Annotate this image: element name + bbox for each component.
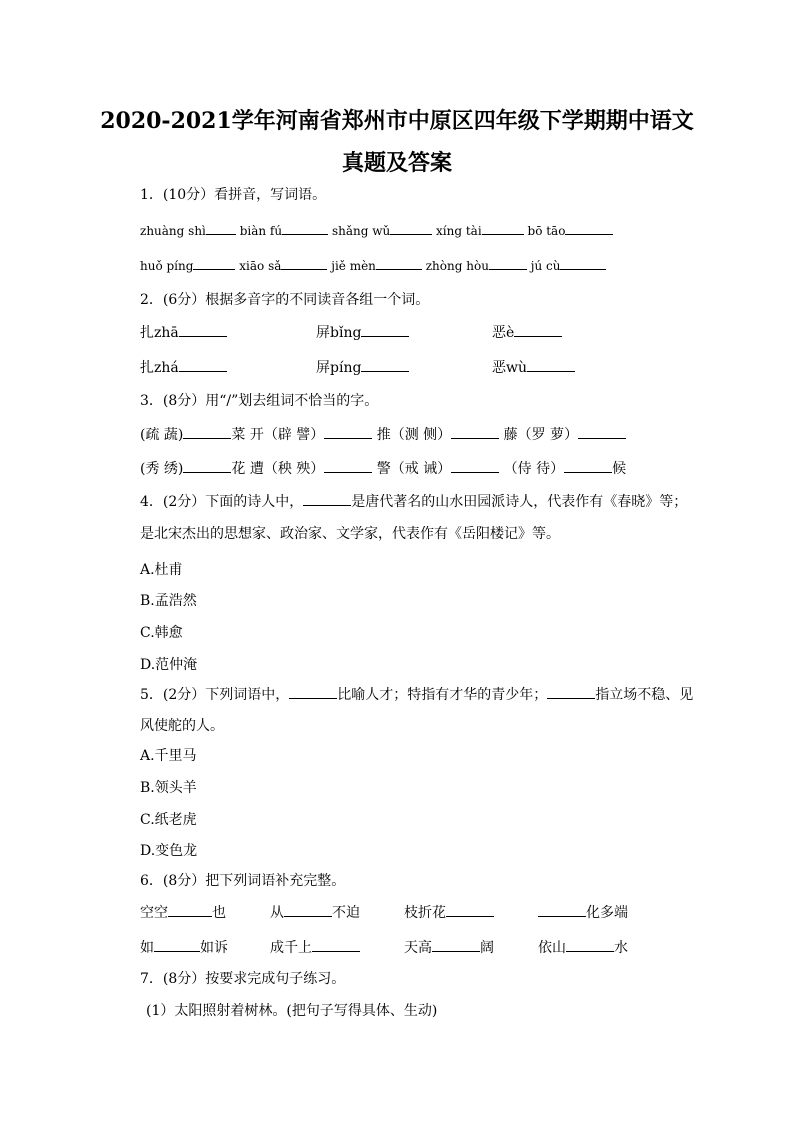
page-subtitle: 真题及答案 (341, 150, 452, 176)
q6-item: 依山 水 (538, 940, 628, 956)
q6-item: 天高 阔 (404, 940, 494, 956)
answer-blank[interactable] (538, 904, 586, 917)
pinyin: xiāo sǎ (239, 259, 282, 273)
q4-option[interactable]: B.孟浩然 (140, 593, 197, 609)
q4-option[interactable]: D.范仲淹 (140, 657, 198, 673)
answer-blank[interactable] (527, 359, 575, 372)
answer-blank[interactable] (168, 904, 212, 917)
answer-blank[interactable] (284, 904, 332, 917)
q1-stem: 1．(10分）看拼音，写词语。 (140, 187, 327, 203)
pinyin: bō tāo (527, 224, 566, 238)
q4-stem-line2: 是北宋杰出的思想家、政治家、文学家，代表作有《岳阳楼记》等。 (140, 526, 560, 542)
q5-option[interactable]: B.领头羊 (140, 780, 197, 796)
q7-stem: 7．(8分）按要求完成句子练习。 (140, 971, 346, 987)
answer-blank[interactable] (281, 257, 327, 270)
q2-item: 恶è (492, 324, 562, 342)
pinyin: zhuàng shì (140, 224, 206, 238)
q6-item: 从 不迫 (270, 905, 360, 921)
q6-item: 如 如诉 (140, 940, 228, 956)
pinyin: shǎng wǔ (331, 224, 391, 238)
answer-blank[interactable] (390, 222, 432, 235)
answer-blank[interactable] (289, 686, 337, 699)
answer-blank[interactable] (206, 222, 236, 235)
answer-blank[interactable] (179, 359, 227, 372)
q1-row1 (140, 222, 613, 239)
q2-item: 屏bǐng (316, 324, 409, 342)
q2-item: 扎zhá (140, 359, 227, 377)
q4-option[interactable]: A.杜甫 (140, 562, 183, 578)
answer-blank[interactable] (446, 904, 494, 917)
pinyin: biàn fú (239, 224, 283, 238)
q5-option[interactable]: A.千里马 (140, 748, 197, 764)
q6-item: 化多端 (538, 904, 628, 922)
answer-blank[interactable] (361, 359, 409, 372)
q4-stem: 4．(2分）下面的诗人中， 是唐代著名的山水田园派诗人，代表作有《春晓》等； (140, 494, 688, 510)
pinyin: xíng tài (436, 224, 482, 238)
answer-blank[interactable] (183, 426, 231, 439)
answer-blank[interactable] (183, 460, 231, 473)
answer-blank[interactable] (193, 257, 235, 270)
answer-blank[interactable] (578, 426, 626, 439)
q6-item: 枝折花 (404, 904, 494, 922)
page-title: 2020-2021学年河南省郑州市中原区四年级下学期期中语文 (100, 108, 694, 134)
q6-item: 成千上 (270, 939, 360, 957)
answer-blank[interactable] (451, 460, 499, 473)
answer-blank[interactable] (489, 257, 527, 270)
q3-row2: (秀 绣) 花 遭（秧 殃） 警（戒 诫） （侍 待） 候 (140, 461, 627, 477)
pinyin: jiě mèn (331, 259, 376, 273)
q3-stem: 3．(8分）用“/”划去组词不恰当的字。 (140, 393, 379, 409)
answer-blank[interactable] (482, 222, 524, 235)
answer-blank[interactable] (432, 939, 480, 952)
answer-blank[interactable] (361, 324, 409, 337)
q2-stem: 2．(6分）根据多音字的不同读音各组一个词。 (140, 292, 430, 308)
answer-blank[interactable] (282, 222, 328, 235)
q2-item: 恶wù (492, 359, 575, 377)
q7-sub1: (1）太阳照射着树林。(把句子写得具体、生动) (146, 1003, 438, 1019)
q6-item: 空空 也 (140, 905, 226, 921)
q3-row1: (疏 蔬) 菜 开（辟 譬） 推（测 侧） 藤（罗 萝） (140, 426, 626, 444)
answer-blank[interactable] (324, 460, 372, 473)
q5-option[interactable]: C.纸老虎 (140, 812, 197, 828)
answer-blank[interactable] (514, 324, 562, 337)
pinyin: zhòng hòu (425, 259, 489, 273)
answer-blank[interactable] (564, 460, 612, 473)
q4-option[interactable]: C.韩愈 (140, 625, 183, 641)
answer-blank[interactable] (547, 686, 595, 699)
q5-stem-line2: 风使舵的人。 (140, 718, 224, 734)
q5-stem: 5．(2分）下列词语中， 比喻人才；特指有才华的青少年； 指立场不稳、见 (140, 687, 694, 703)
q1-row2 (140, 257, 606, 274)
q2-item: 扎zhā (140, 324, 227, 342)
q2-item: 屏píng (316, 359, 409, 377)
answer-blank[interactable] (560, 257, 606, 270)
answer-blank[interactable] (154, 939, 200, 952)
answer-blank[interactable] (565, 222, 613, 235)
answer-blank[interactable] (451, 426, 499, 439)
q6-stem: 6．(8分）把下列词语补充完整。 (140, 873, 346, 889)
pinyin: jú cù (530, 259, 561, 273)
answer-blank[interactable] (324, 426, 372, 439)
answer-blank[interactable] (376, 257, 422, 270)
answer-blank[interactable] (303, 493, 351, 506)
q5-option[interactable]: D.变色龙 (140, 843, 198, 859)
answer-blank[interactable] (566, 939, 614, 952)
answer-blank[interactable] (312, 939, 360, 952)
pinyin: huǒ píng (140, 259, 194, 273)
answer-blank[interactable] (179, 324, 227, 337)
